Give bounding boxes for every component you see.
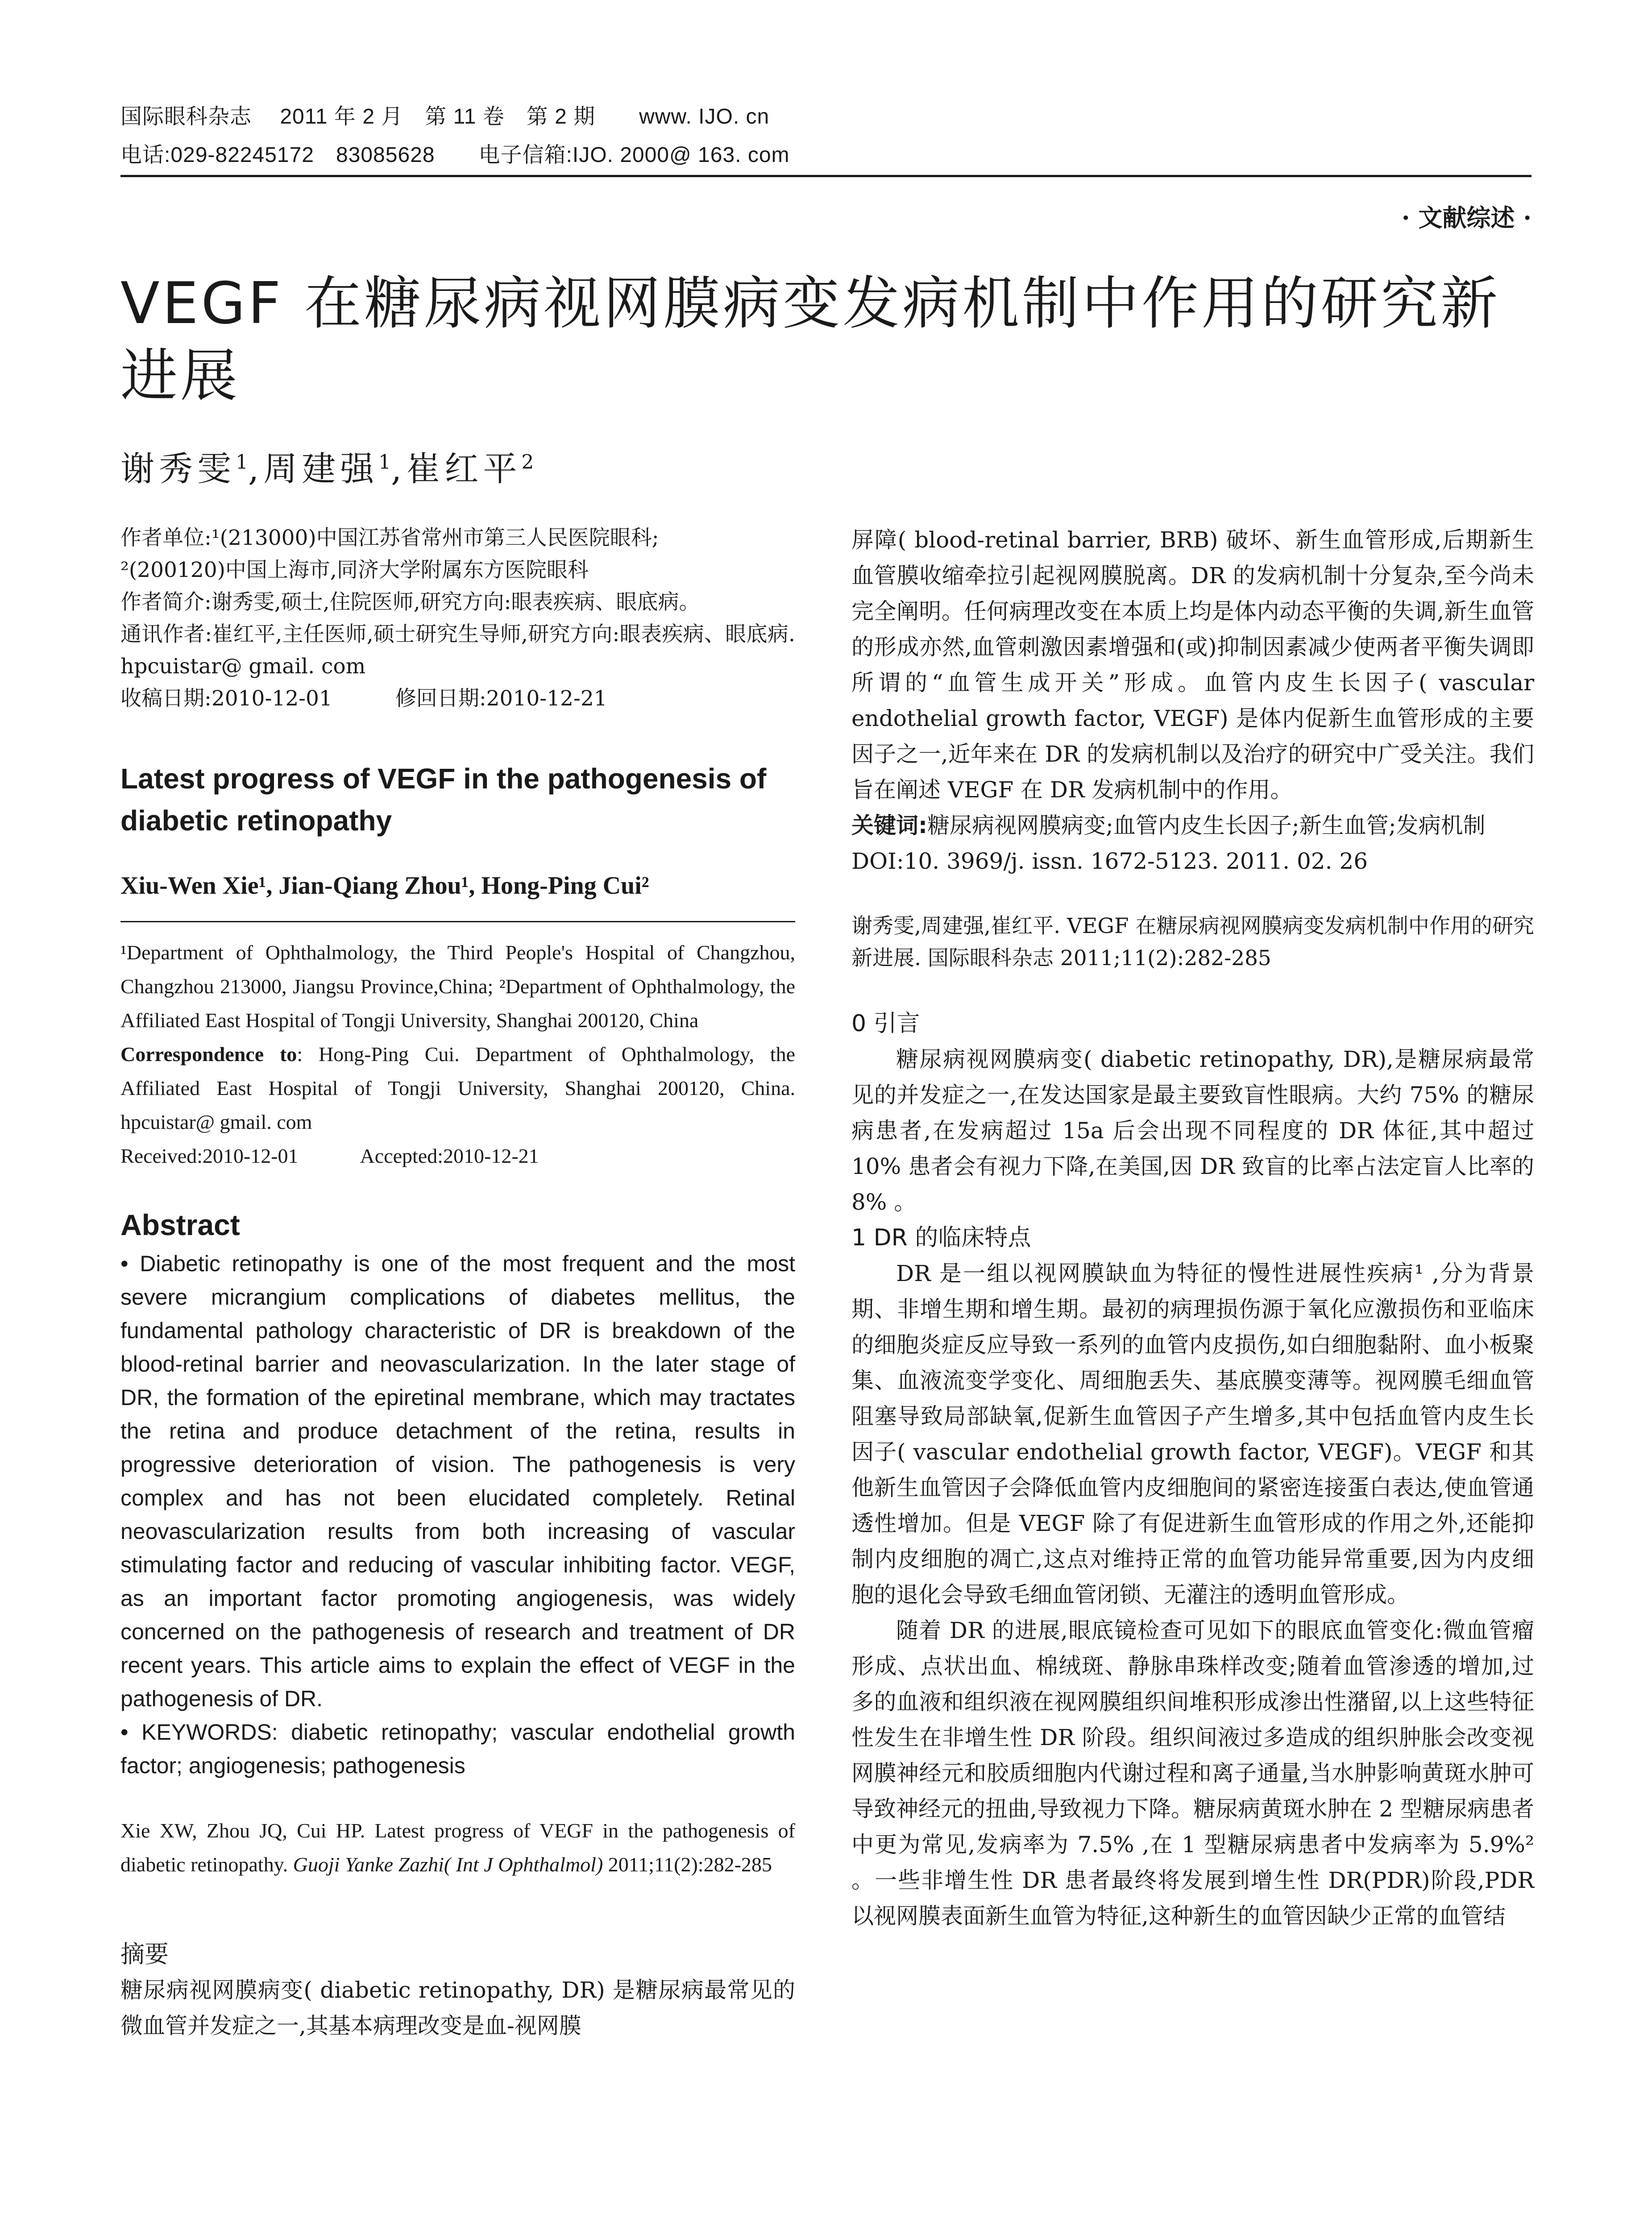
correspondence-text: : Hong-Ping Cui. Department of Ophthalmology, the Affiliated East Hospital of Tongji University, Shanghai 200120, China. hpcuistar@ gmail. com: [120, 1043, 796, 1133]
correspondence-label: Correspondence to: [120, 1043, 297, 1066]
keywords-cn: [851, 808, 1534, 843]
journal-header-line2: 电话:029-82245172 83085628 电子信箱:IJO. 2000@ 163. com: [120, 143, 790, 167]
keywords-text: 糖尿病视网膜病变;血管内皮生长因子;新生血管;发病机制: [927, 813, 1486, 838]
english-affiliations: ¹Department of Ophthalmology, the Third People's Hospital of Changzhou, Changzhou 213000, Jiangsu Province,China; ²Department of Ophthalmology, the Affiliated East Hospital of Tongji University, Shanghai 200120, China: [120, 941, 795, 1032]
abstract-keywords: • KEYWORDS: diabetic retinopathy; vascular endothelial growth factor; angiogenesis; pathogenesis: [120, 1720, 795, 1778]
received-dates-en: Received:2010-12-01 Accepted:2010-12-21: [120, 1145, 539, 1167]
abstract-heading: Abstract: [120, 1208, 240, 1241]
abstract-text: • Diabetic retinopathy is one of the most frequent and the most severe micrangium complications of diabetes mellitus, the fundamental pathology characteristic of DR is breakdown of the blood-retinal barrier and neovascularization. In the later stage of DR, the formation of the epiretinal membrane, which may tractates the retina and produce detachment of the retina, results in progressive deterioration of vision. The pathogenesis is very complex and has not been elucidated completely. Retinal neovascularization results from both increasing of vascular stimulating factor and reducing of vascular inhibiting factor. VEGF, as an important factor promoting angiogenesis, was widely concerned on the pathogenesis of research and treatment of DR recent years. This article aims to explain the effect of VEGF in the pathogenesis of DR.: [120, 1251, 795, 1711]
section-0-text: 糖尿病视网膜病变( diabetic retinopathy, DR),是糖尿病最常见的并发症之一,在发达国家是最主要致盲性眼病。大约 75% 的糖尿病患者,在发病超过 15a 后会出现不同程度的 DR 体征,其中超过 10% 患者会有视力下降,在美国,因 DR 致盲的比率占法定盲人比率的 8% 。: [851, 1046, 1534, 1215]
right-column: [851, 522, 1534, 1934]
received-dates-cn: 收稿日期:2010-12-01 修回日期:2010-12-21: [120, 686, 607, 711]
corresponding-author: 通讯作者:崔红平,主任医师,硕士研究生导师,研究方向:眼表疾病、眼底病. hpcuistar@ gmail. com: [120, 622, 795, 679]
article-title: VEGF 在糖尿病视网膜病变发病机制中作用的研究新进展: [120, 270, 1500, 409]
doi: DOI:10. 3969/j. issn. 1672-5123. 2011. 02. 26: [851, 848, 1368, 874]
header-divider: [120, 175, 1532, 177]
authors-cn: [120, 442, 534, 490]
section-1-heading: 1 DR 的临床特点: [851, 1224, 1031, 1251]
section-tag: · 文献综述 ·: [1401, 203, 1532, 232]
author-bio: 作者简介:谢秀雯,硕士,住院医师,研究方向:眼表疾病、眼底病。: [120, 590, 700, 614]
chinese-abstract-text: 糖尿病视网膜病变( diabetic retinopathy, DR) 是糖尿病最常见的微血管并发症之一,其基本病理改变是血-视网膜: [120, 1977, 795, 2039]
left-column: [120, 522, 795, 2044]
author-2: ,周建强: [248, 449, 379, 489]
section-1-paragraph-2: 随着 DR 的进展,眼底镜检查可见如下的眼底血管变化:微血管瘤形成、点状出血、棉绒斑、静脉串珠样改变;随着血管渗透的增加,过多的血液和组织液在视网膜组织间堆积形成渗出性潴留,以上这些特征性发生在非增生性 DR 阶段。组织间液过多造成的组织肿胀会改变视网膜神经元和胶质细胞内代谢过程和离子通量,当水肿影响黄斑水肿可导致神经元的扭曲,导致视力下降。糖尿病黄斑水肿在 2 型糖尿病患者中更为常见,发病率为 7.5% ,在 1 型糖尿病患者中发病率为 5.9%² 。一些非增生性 DR 患者最终将发展到增生性 DR(PDR)阶段,PDR 以视网膜表面新生血管为特征,这种新生的血管因缺少正常的血管结: [851, 1617, 1534, 1929]
author-1: 谢秀雯: [120, 449, 236, 489]
authors-divider: [120, 921, 795, 922]
affil-line-2: ²(200120)中国上海市,同济大学附属东方医院眼科: [120, 558, 589, 582]
citation-en-journal: Guoji Yanke Zazhi( Int J Ophthalmol): [293, 1853, 603, 1876]
citation-en-part1: Xie XW, Zhou JQ, Cui HP. Latest progress of VEGF in the pathogenesis of diabetic retinopathy.: [120, 1819, 795, 1876]
chinese-abstract-continued: 屏障( blood-retinal barrier, BRB) 破坏、新生血管形成,后期新生血管膜收缩牵拉引起视网膜脱离。DR 的发病机制十分复杂,至今尚未完全阐明。任何病理改变在本质上均是体内动态平衡的失调,新生血管的形成亦然,血管刺激因素增强和(或)抑制因素减少使两者平衡失调即所谓的“血管生成开关”形成。血管内皮生长因子( vascular endothelial growth factor, VEGF) 是体内促新生血管形成的主要因子之一,近年来在 DR 的发病机制以及治疗的研究中广受关注。我们旨在阐述 VEGF 在 DR 发病机制中的作用。: [851, 527, 1534, 803]
citation-en-part2: 2011;11(2):282-285: [603, 1853, 772, 1876]
affil-line-1: 作者单位:¹(213000)中国江苏省常州市第三人民医院眼科;: [120, 526, 659, 550]
citation-en: [120, 1814, 795, 1882]
section-0-heading: 0 引言: [851, 1010, 920, 1037]
keywords-label: 关键词:: [851, 813, 927, 838]
author-3: ,崔红平: [391, 449, 522, 489]
author-1-affil: 1: [236, 451, 248, 474]
english-title: Latest progress of VEGF in the pathogenesis of diabetic retinopathy: [120, 763, 767, 837]
author-2-affil: 1: [378, 451, 391, 474]
english-authors: Xiu-Wen Xie¹, Jian-Qiang Zhou¹, Hong-Ping Cui²: [120, 872, 649, 900]
citation-cn: 谢秀雯,周建强,崔红平. VEGF 在糖尿病视网膜病变发病机制中作用的研究新进展. 国际眼科杂志 2011;11(2):282-285: [851, 914, 1534, 970]
author-3-affil: 2: [521, 451, 534, 474]
journal-header-line1: 国际眼科杂志 2011 年 2 月 第 11 卷 第 2 期 www. IJO. cn: [120, 105, 770, 129]
section-1-paragraph-1: DR 是一组以视网膜缺血为特征的慢性进展性疾病¹ ,分为背景期、非增生期和增生期。最初的病理损伤源于氧化应激损伤和亚临床的细胞炎症反应导致一系列的血管内皮损伤,如白细胞黏附、血小板聚集、血液流变学变化、周细胞丢失、基底膜变薄等。视网膜毛细血管阻塞导致局部缺氧,促新生血管因子产生增多,其中包括血管内皮生长因子( vascular endothelial growth factor, VEGF)。VEGF 和其他新生血管因子会降低血管内皮细胞间的紧密连接蛋白表达,使血管通透性增加。但是 VEGF 除了有促进新生血管形成的作用之外,还能抑制内皮细胞的凋亡,这点对维持正常的血管功能异常重要,因为内皮细胞的退化会导致毛细血管闭锁、无灌注的透明血管形成。: [851, 1261, 1534, 1608]
correspondence: [120, 1037, 795, 1139]
chinese-abstract-heading: 摘要: [120, 1940, 169, 1968]
